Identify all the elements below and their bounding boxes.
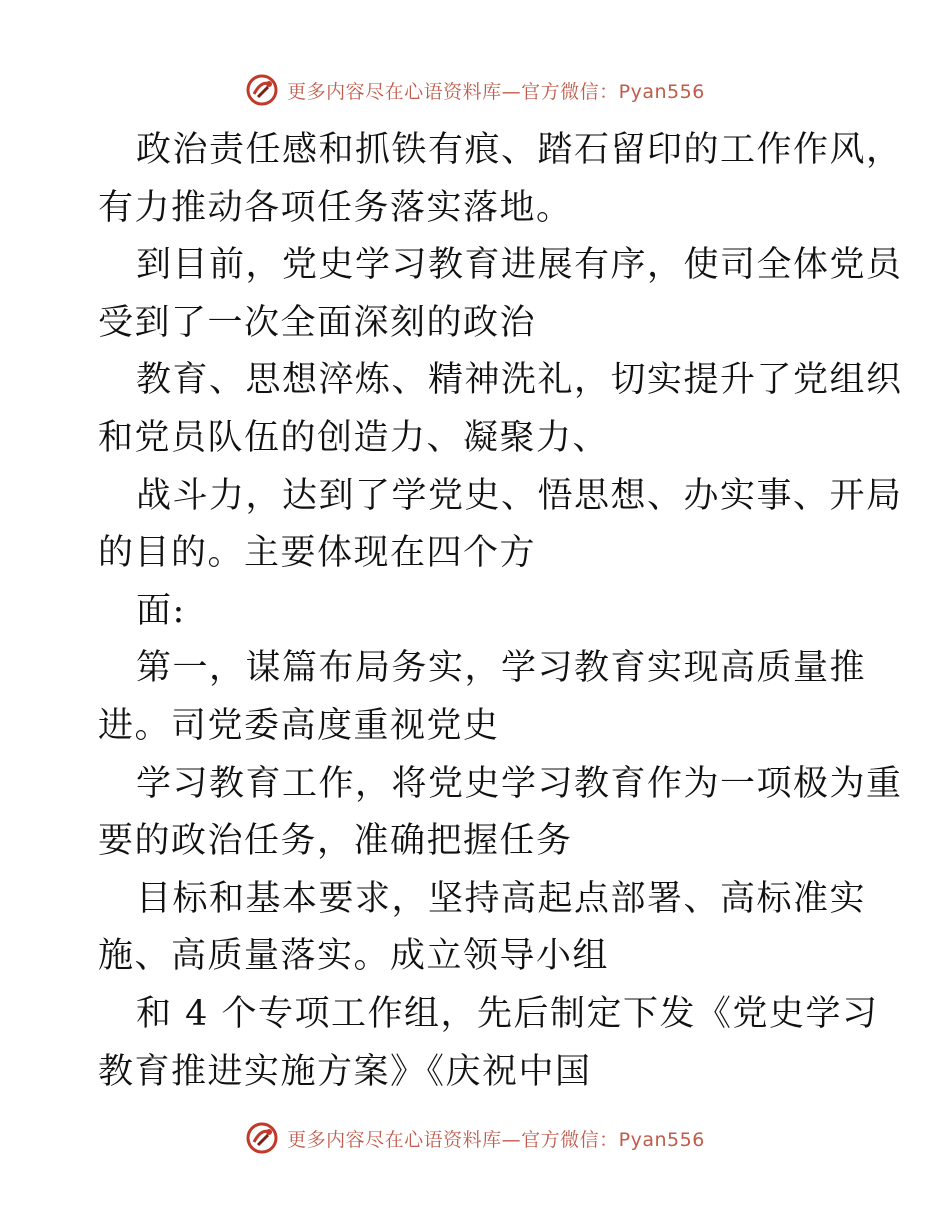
watermark-header (0, 70, 950, 110)
watermark-footer (0, 1118, 950, 1158)
watermark-text: 更多内容尽在心语资料库—官方微信：Pyan556 (287, 1128, 705, 1151)
text-line: 教育、思想淬炼、精神洗礼，切实提升了党组织 (136, 360, 903, 401)
text-line: 有力推动各项任务落实落地。 (98, 187, 573, 228)
text-line: 受到了一次全面深刻的政治 (98, 302, 537, 343)
text-line: 和 4 个专项工作组，先后制定下发《党史学习 (136, 993, 879, 1034)
text-line: 面: (136, 590, 186, 631)
logo-icon (245, 1121, 279, 1155)
text-line: 施、高质量落实。成立领导小组 (98, 936, 610, 977)
text-line: 和党员队伍的创造力、凝聚力、 (98, 417, 610, 458)
text-line: 学习教育工作，将党史学习教育作为一项极为重 (136, 763, 903, 804)
text-line: 进。司党委高度重视党史 (98, 705, 500, 746)
text-line: 战斗力，达到了学党史、悟思想、办实事、开局 (136, 475, 903, 516)
text-line: 第一，谋篇布局务实，学习教育实现高质量推 (136, 648, 867, 689)
text-line: 目标和基本要求，坚持高起点部署、高标准实 (136, 878, 867, 919)
document-body (98, 122, 903, 1101)
text-line: 教育推进实施方案》《庆祝中国 (98, 1051, 592, 1092)
text-line: 到目前，党史学习教育进展有序，使司全体党员 (136, 245, 903, 286)
text-line: 的目的。主要体现在四个方 (98, 533, 537, 574)
logo-icon (245, 73, 279, 107)
text-line: 要的政治任务，准确把握任务 (98, 821, 573, 862)
watermark-text: 更多内容尽在心语资料库—官方微信：Pyan556 (287, 80, 705, 103)
text-line: 政治责任感和抓铁有痕、踏石留印的工作作风， (136, 130, 903, 170)
